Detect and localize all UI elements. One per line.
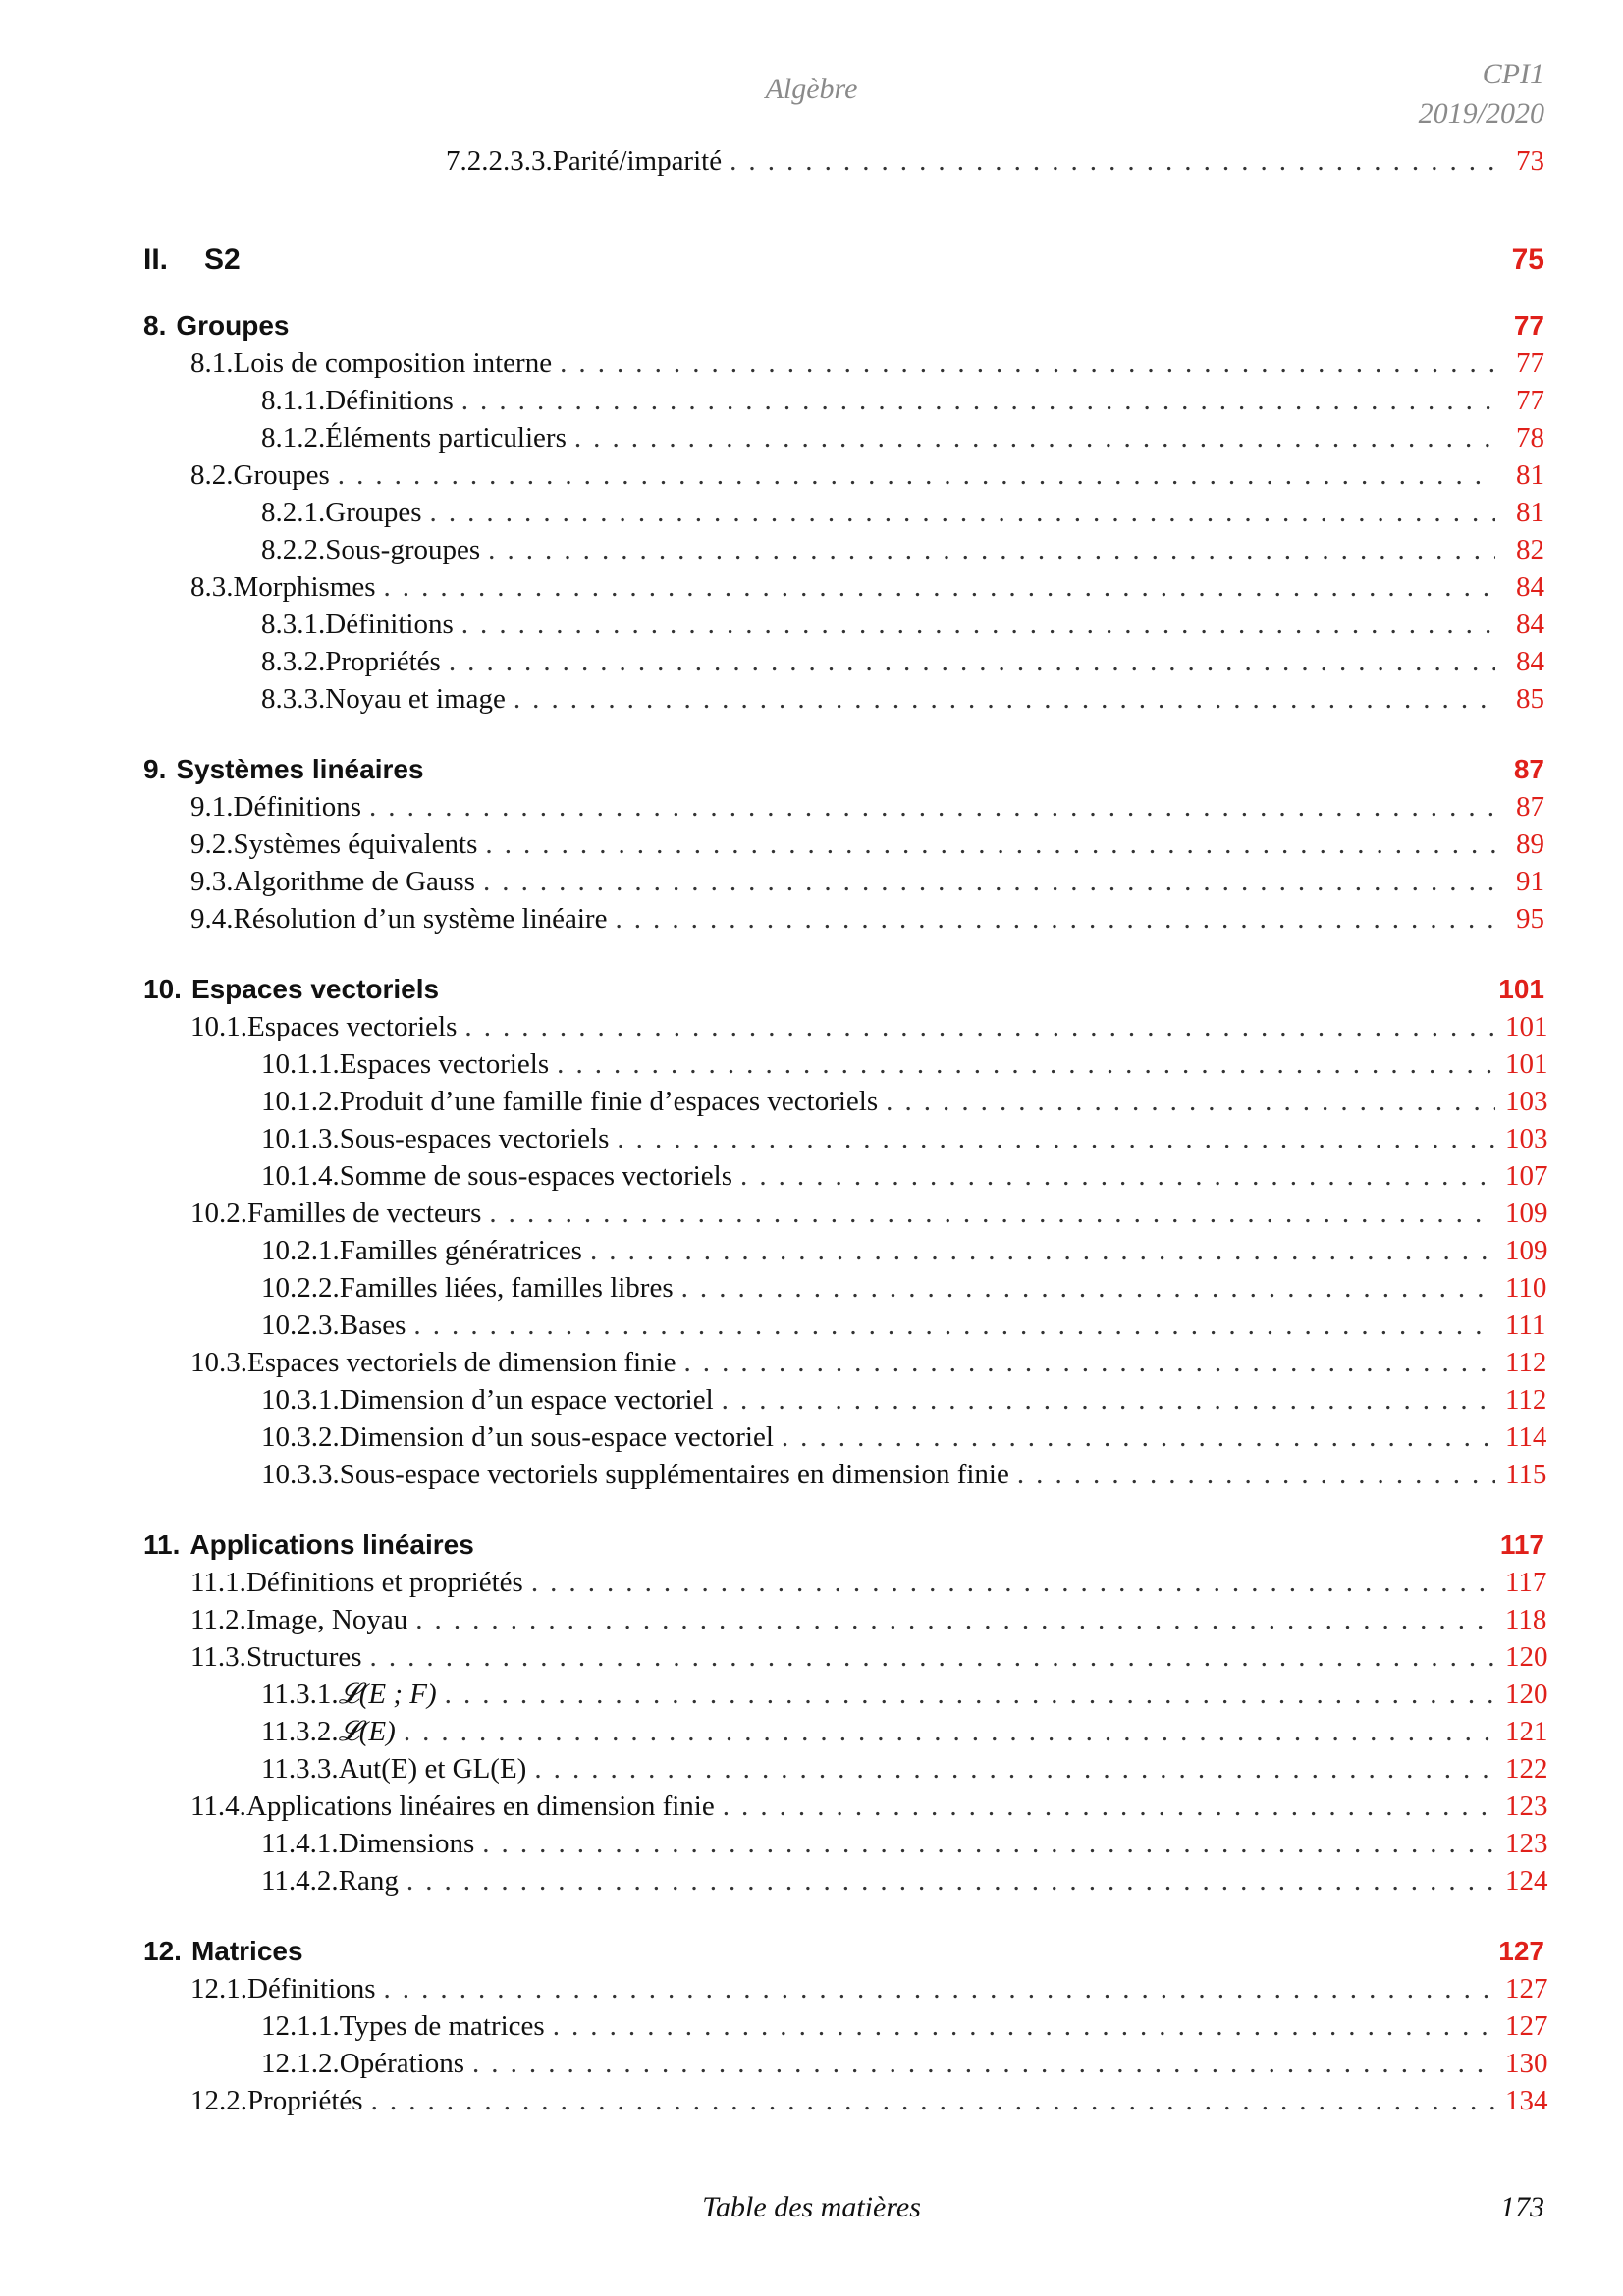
toc-chapter-entry[interactable]: 12. Matrices 127	[143, 1936, 1544, 1966]
running-footer-title: Table des matières	[702, 2191, 921, 2223]
page-number: 110	[1505, 1272, 1547, 1304]
page-number: 82	[1516, 534, 1544, 565]
toc-subsection-entry[interactable]: 11.3.3. Aut(E) et GL(E) . . . 122	[143, 1753, 1544, 1790]
page-number: 87	[1516, 791, 1544, 823]
header-course-code: CPI1	[1482, 58, 1544, 90]
dot-leader	[1017, 1459, 1495, 1491]
page-number: 75	[1511, 243, 1544, 276]
dot-leader	[413, 1309, 1495, 1342]
toc-section-entry[interactable]: 9.3. Algorithme de Gauss . . . 91	[143, 866, 1544, 903]
toc-entry[interactable]: 7.2.2.3.3. Parité/imparité . . . 73	[143, 145, 1544, 183]
toc-section-entry[interactable]: 12.1. Définitions . . . 127	[143, 1973, 1544, 2010]
toc-subsection-entry[interactable]: 8.3.2. Propriétés . . . 84	[143, 646, 1544, 683]
dot-leader	[485, 828, 1495, 861]
toc-section-entry[interactable]: 11.4. Applications linéaires en dimension finie . . . 123	[143, 1790, 1544, 1828]
dot-leader	[483, 866, 1495, 898]
dot-leader	[369, 791, 1495, 824]
toc-section-entry[interactable]: 8.1. Lois de composition interne . . . 77	[143, 347, 1544, 385]
dot-leader	[489, 1198, 1495, 1230]
dot-leader	[370, 1641, 1495, 1674]
page-number: 87	[1513, 754, 1544, 784]
toc-subsection-entry[interactable]: 8.2.2. Sous-groupes . . . 82	[143, 534, 1544, 571]
page-number: 123	[1505, 1790, 1548, 1822]
page-number: 84	[1516, 609, 1544, 640]
toc-part-entry[interactable]: II. S2 75	[143, 243, 1544, 276]
table-of-contents	[143, 145, 1548, 2122]
toc-section-entry[interactable]: 9.4. Résolution d’un système linéaire . . . 95	[143, 903, 1544, 940]
dot-leader	[740, 1160, 1495, 1193]
page-number: 114	[1505, 1421, 1547, 1453]
dot-leader	[384, 1973, 1496, 2005]
page-number: 112	[1505, 1347, 1547, 1378]
dot-leader	[406, 1865, 1495, 1897]
toc-section-entry[interactable]: 11.2. Image, Noyau . . . 118	[143, 1604, 1544, 1641]
page-number: 122	[1505, 1753, 1548, 1785]
toc-section-entry[interactable]: 11.3. Structures . . . 120	[143, 1641, 1544, 1679]
page-number: 127	[1505, 1973, 1548, 2004]
page-number: 77	[1516, 385, 1544, 416]
toc-subsection-entry[interactable]: 10.1.3. Sous-espaces vectoriels . . . 103	[143, 1123, 1544, 1160]
page-number: 124	[1505, 1865, 1548, 1896]
page-number: 117	[1499, 1529, 1544, 1560]
toc-chapter-entry[interactable]: 8. Groupes 77	[143, 310, 1544, 341]
dot-leader	[445, 1679, 1495, 1711]
page-number: 91	[1516, 866, 1544, 897]
page-number: 85	[1516, 683, 1544, 715]
page-number: 78	[1516, 422, 1544, 454]
toc-section-entry[interactable]: 10.2. Familles de vecteurs . . . 109	[143, 1198, 1544, 1235]
page-number: 111	[1505, 1309, 1546, 1341]
toc-section-entry[interactable]: 8.3. Morphismes . . . 84	[143, 571, 1544, 609]
page-number: 107	[1505, 1160, 1548, 1192]
page-number: 121	[1505, 1716, 1548, 1747]
page-number: 84	[1516, 571, 1544, 603]
dot-leader	[488, 534, 1495, 566]
dot-leader	[449, 646, 1495, 678]
page-number: 84	[1516, 646, 1544, 677]
toc-subsection-entry[interactable]: 11.4.1. Dimensions . . . 123	[143, 1828, 1544, 1865]
page-number: 117	[1505, 1567, 1547, 1598]
toc-section-entry[interactable]: 10.3. Espaces vectoriels de dimension finie . . . 112	[143, 1347, 1544, 1384]
toc-subsection-entry[interactable]: 10.3.3. Sous-espace vectoriels supplémentaires en dimension finie . . . 115	[143, 1459, 1544, 1496]
dot-leader	[371, 2085, 1495, 2117]
toc-subsection-entry[interactable]: 8.3.3. Noyau et image . . . 85	[143, 683, 1544, 721]
toc-subsection-entry[interactable]: 10.3.2. Dimension d’un sous-espace vectoriel . . . 114	[143, 1421, 1544, 1459]
page-number: 103	[1505, 1086, 1548, 1117]
toc-subsection-entry[interactable]: 11.3.1. 𝓛(E ; F) . . . 120	[143, 1679, 1544, 1716]
running-header-course	[1419, 55, 1544, 133]
dot-leader	[574, 422, 1495, 454]
page-number: 109	[1505, 1235, 1548, 1266]
page-number: 101	[1498, 974, 1544, 1004]
dot-leader	[384, 571, 1496, 604]
dot-leader	[782, 1421, 1495, 1454]
toc-section-entry[interactable]: 9.1. Définitions . . . 87	[143, 791, 1544, 828]
toc-subsection-entry[interactable]: 11.4.2. Rang . . . 124	[143, 1865, 1544, 1902]
dot-leader	[338, 459, 1495, 492]
toc-chapter-entry[interactable]: 10. Espaces vectoriels 101	[143, 974, 1544, 1004]
page-number: 130	[1505, 2048, 1548, 2079]
dot-leader	[482, 1828, 1495, 1860]
dot-leader	[461, 609, 1495, 641]
page-number: 77	[1513, 310, 1544, 341]
dot-leader	[531, 1567, 1495, 1599]
toc-subsection-entry[interactable]: 8.3.1. Définitions . . . 84	[143, 609, 1544, 646]
dot-leader	[514, 683, 1495, 716]
header-year: 2019/2020	[1418, 97, 1544, 130]
toc-section-entry[interactable]: 12.2. Propriétés . . . 134	[143, 2085, 1544, 2122]
dot-leader	[681, 1272, 1495, 1305]
dot-leader	[560, 347, 1495, 380]
toc-chapter-entry[interactable]: 9. Systèmes linéaires 87	[143, 754, 1544, 784]
dot-leader	[461, 385, 1495, 417]
dot-leader	[404, 1716, 1495, 1748]
dot-leader	[886, 1086, 1495, 1118]
page-number: 109	[1505, 1198, 1548, 1229]
toc-subsection-entry[interactable]: 11.3.2. 𝓛(E) . . . 121	[143, 1716, 1544, 1753]
page-number: 89	[1516, 828, 1544, 860]
page-number: 101	[1505, 1011, 1548, 1042]
toc-subsection-entry[interactable]: 8.1.2. Éléments particuliers . . . 78	[143, 422, 1544, 459]
page-number: 103	[1505, 1123, 1548, 1154]
running-header-title: Algèbre	[765, 73, 858, 105]
dot-leader	[615, 903, 1495, 935]
dot-leader	[722, 1384, 1495, 1416]
toc-subsection-entry[interactable]: 10.1.1. Espaces vectoriels . . . 101	[143, 1048, 1544, 1086]
page-number: 120	[1505, 1679, 1548, 1710]
toc-subsection-entry[interactable]: 12.1.1. Types de matrices . . . 127	[143, 2010, 1544, 2048]
toc-section-entry[interactable]: 10.1. Espaces vectoriels . . . 101	[143, 1011, 1544, 1048]
toc-section-entry[interactable]: 9.2. Systèmes équivalents . . . 89	[143, 828, 1544, 866]
toc-subsection-entry[interactable]: 10.3.1. Dimension d’un espace vectoriel . . . 112	[143, 1384, 1544, 1421]
toc-subsection-entry[interactable]: 8.1.1. Définitions . . . 77	[143, 385, 1544, 422]
toc-subsection-entry[interactable]: 10.2.1. Familles génératrices . . . 109	[143, 1235, 1544, 1272]
page-number: 77	[1516, 347, 1544, 379]
page-number: 101	[1505, 1048, 1548, 1080]
toc-subsection-entry[interactable]: 8.2.1. Groupes . . . 81	[143, 497, 1544, 534]
toc-subsection-entry[interactable]: 10.1.4. Somme de sous-espaces vectoriels . . . 107	[143, 1160, 1544, 1198]
dot-leader	[464, 1011, 1495, 1043]
dot-leader	[415, 1604, 1495, 1636]
toc-section-entry[interactable]: 11.1. Définitions et propriétés . . . 117	[143, 1567, 1544, 1604]
dot-leader	[534, 1753, 1495, 1786]
toc-subsection-entry[interactable]: 10.2.2. Familles liées, familles libres . . . 110	[143, 1272, 1544, 1309]
dot-leader	[723, 1790, 1495, 1823]
toc-section-entry[interactable]: 8.2. Groupes . . . 81	[143, 459, 1544, 497]
dot-leader	[430, 497, 1495, 529]
page-number: 118	[1505, 1604, 1547, 1635]
dot-leader	[683, 1347, 1495, 1379]
toc-subsection-entry[interactable]: 10.1.2. Produit d’une famille finie d’espaces vectoriels . . . 103	[143, 1086, 1544, 1123]
page-number: 112	[1505, 1384, 1547, 1415]
page-number: 115	[1505, 1459, 1547, 1490]
page-number: 134	[1505, 2085, 1548, 2116]
dot-leader	[590, 1235, 1495, 1267]
dot-leader	[557, 1048, 1495, 1081]
page-number: 81	[1516, 497, 1544, 528]
page-number: 81	[1516, 459, 1544, 491]
page-number: 127	[1498, 1936, 1544, 1966]
dot-leader	[617, 1123, 1495, 1155]
toc-subsection-entry[interactable]: 12.1.2. Opérations . . . 130	[143, 2048, 1544, 2085]
dot-leader	[730, 145, 1495, 178]
toc-subsection-entry[interactable]: 10.2.3. Bases . . . 111	[143, 1309, 1544, 1347]
page-number: 120	[1505, 1641, 1548, 1673]
page-number: 127	[1505, 2010, 1548, 2042]
page-number: 123	[1505, 1828, 1548, 1859]
page-number: 73	[1516, 145, 1544, 177]
page-number: 95	[1516, 903, 1544, 934]
toc-chapter-entry[interactable]: 11. Applications linéaires 117	[143, 1529, 1544, 1560]
dot-leader	[553, 2010, 1495, 2043]
folio-page-number: 173	[1500, 2191, 1544, 2223]
dot-leader	[472, 2048, 1495, 2080]
